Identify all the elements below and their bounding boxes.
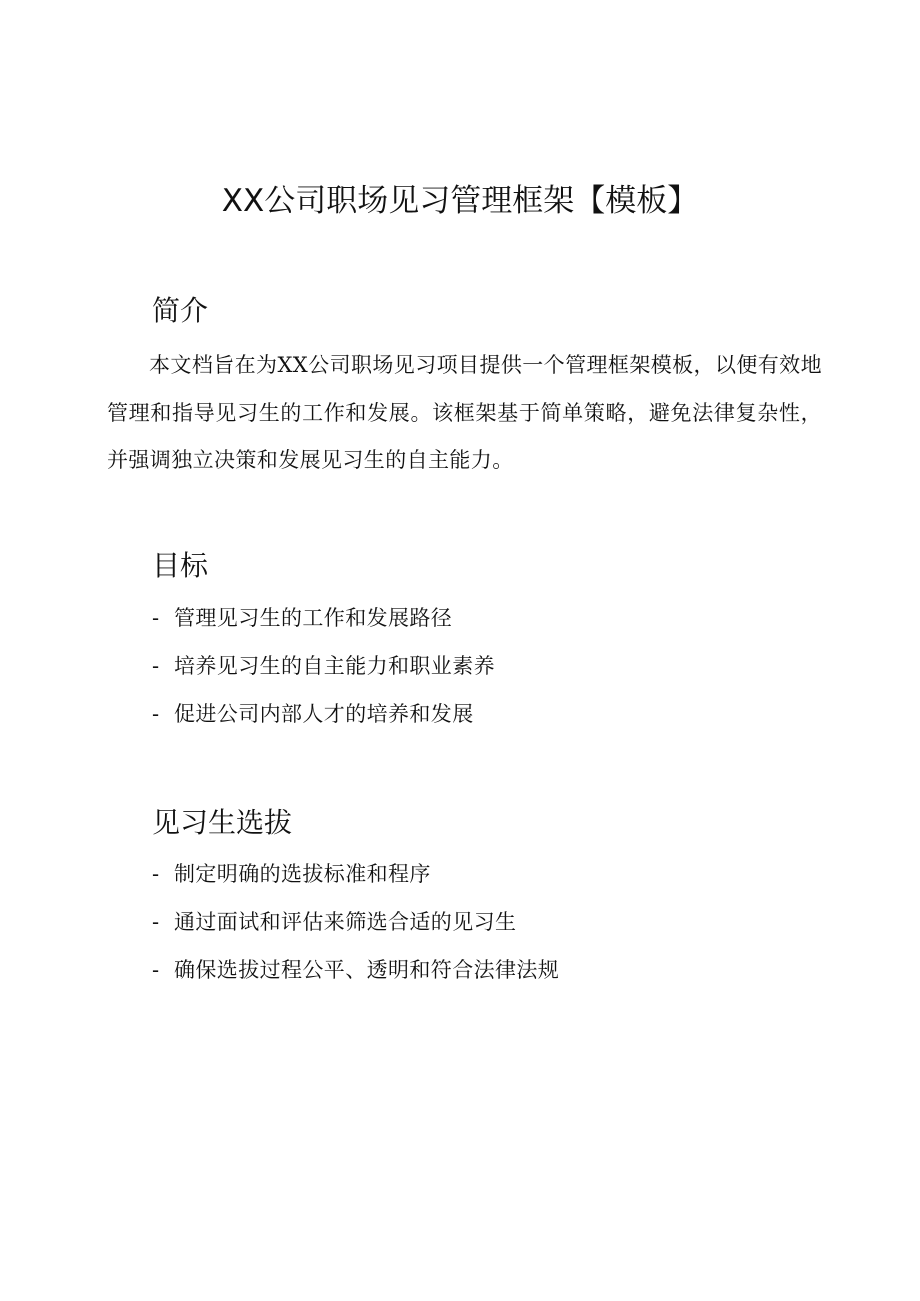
bullet-dash: - [152, 654, 160, 678]
intro-paragraph: 本文档旨在为XX公司职场见习项目提供一个管理框架模板，以便有效地管理和指导见习生的工作和发展。该框架基于简单策略，避免法律复杂性，并强调独立决策和发展见习生的自主能力。 [107, 353, 822, 472]
list-item [152, 642, 495, 690]
bullet-dash: - [152, 702, 160, 726]
bullet-dash: - [152, 910, 160, 934]
list-item-text: 管理见习生的工作和发展路径 [174, 606, 453, 630]
bullet-dash: - [152, 958, 160, 982]
list-item-text: 培养见习生的自主能力和职业素养 [174, 654, 495, 678]
list-item [152, 690, 495, 738]
section-heading-selection: 见习生选拔 [152, 806, 293, 839]
list-item-text: 确保选拔过程公平、透明和符合法律法规 [174, 958, 560, 982]
section-heading-goals: 目标 [152, 549, 209, 582]
list-item [152, 898, 559, 946]
list-item-text: 通过面试和评估来筛选合适的见习生 [174, 910, 517, 934]
bullet-dash: - [152, 862, 160, 886]
list-item-text: 促进公司内部人才的培养和发展 [174, 702, 474, 726]
list-item-text: 制定明确的选拔标准和程序 [174, 862, 431, 886]
list-item [152, 594, 495, 642]
section-heading-intro: 简介 [152, 294, 209, 327]
list-item [152, 946, 559, 994]
selection-list [152, 850, 559, 994]
goals-list [152, 594, 495, 738]
list-item [152, 850, 559, 898]
bullet-dash: - [152, 606, 160, 630]
document-title: XX公司职场见习管理框架【模板】 [221, 183, 699, 219]
